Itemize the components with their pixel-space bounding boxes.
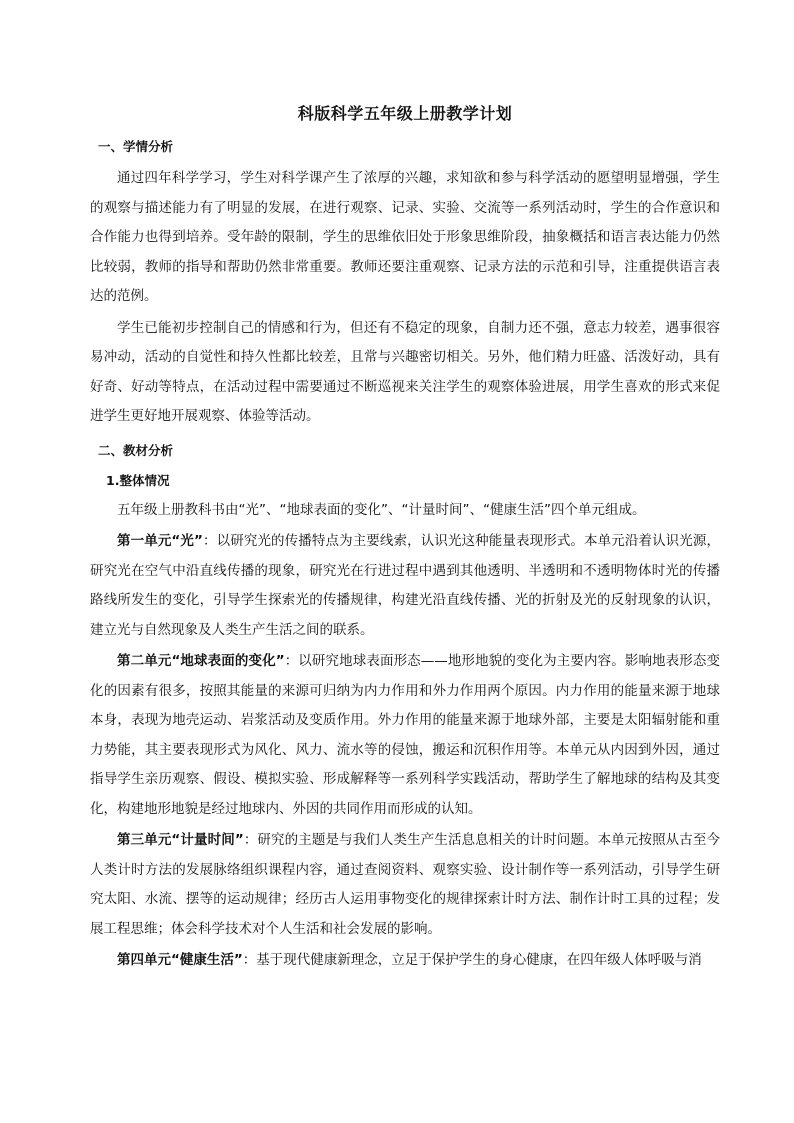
paragraph-student-analysis-1: 通过四年科学学习，学生对科学课产生了浓厚的兴趣，求知欲和参与科学活动的愿望明显增强，学生的观察与描述能力有了明显的发展，在进行观察、记录、实验、交流等一系列活动时，学生的合作意识和合作能力也得到培养。受年龄的限制，学生的思维依旧处于形象思维阶段，抽象概括和语言表达能力仍然比较弱，教师的指导和帮助仍然非常重要。教师还要注重观察、记录方法的示范和引导，注重提供语言表达的范例。 (90, 170, 720, 304)
sub-heading-overview: 1.整体情况 (106, 472, 170, 488)
unit-2-text: ：以研究地球表面形态——地形地貌的变化为主要内容。影响地表形态变化的因素有很多，按照其能量的来源可归纳为内力作用和外力作用两个原因。内力作用的能量来源于地球本身，表现为地壳运动、岩浆活动及变质作用。外力作用的能量来源于地球外部，主要是太阳辐射能和重力势能，其主要表现形式为风化、风力、流水等的侵蚀，搬运和沉积作用等。本单元从内因到外因，通过指导学生亲历观察、假设、模拟实验、形成解释等一系列科学实践活动，帮助学生了解地球的结构及其变化，构建地形地貌是经过地球内、外因的共同作用而形成的认知。 (90, 653, 721, 817)
unit-1-text: ：以研究光的传播特点为主要线索，认识光这种能量表现形式。本单元沿着认识光源，研究光在空气中沿直线传播的现象，研究光在行进过程中遇到其他透明、半透明和不透明物体时光的传播路线所发生的变化，引导学生探索光的传播规律，构建光沿直线传播、光的折射及光的反射现象的认识，建立光与自然现象及人类生产生活之间的联系。 (90, 533, 721, 638)
section-heading-student-analysis: 一、学情分析 (98, 139, 174, 154)
document-title: 科版科学五年级上册教学计划 (297, 104, 513, 123)
document-page (90, 100, 720, 978)
paragraph-unit-1 (90, 527, 720, 645)
unit-4-text: ：基于现代健康新理念，立足于保护学生的身心健康，在四年级人体呼吸与消 (242, 952, 702, 968)
unit-3-text: ：研究的主题是与我们人类生产生活息息相关的计时问题。本单元按照从古至今人类计时方法的发展脉络组织课程内容，通过查阅资料、观察实验、设计制作等一系列活动，引导学生研究太阳、水流、摆等的运动规律；经历古人运用事物变化的规律探索计时方法、制作计时工具的过程；发展工程思维；体会科学技术对个人生活和社会发展的影响。 (90, 832, 720, 937)
paragraph-unit-2 (90, 647, 720, 824)
paragraph-overview: 五年级上册教科书由“光”、“地球表面的变化”、“计量时间”、“健康生活”四个单元组成。 (117, 501, 646, 518)
unit-2-lead: 第二单元“地球表面的变化” (117, 653, 285, 669)
unit-3-lead: 第三单元“计量时间” (117, 832, 244, 848)
unit-1-lead: 第一单元“光” (117, 533, 203, 549)
section-heading-textbook-analysis: 二、教材分析 (98, 442, 174, 458)
unit-4-lead: 第四单元“健康生活” (117, 952, 243, 968)
paragraph-unit-4 (90, 946, 720, 976)
paragraph-student-analysis-2: 学生已能初步控制自己的情感和行为，但还有不稳定的现象，自制力还不强，意志力较差，遇事很容易冲动，活动的自觉性和持久性都比较差，且常与兴趣密切相关。另外，他们精力旺盛、活泼好动，具有好奇、好动等特点，在活动过程中需要通过不断巡视来关注学生的观察体验进展，用学生喜欢的形式来促进学生更好地开展观察、体验等活动。 (90, 319, 720, 424)
paragraph-unit-3 (90, 826, 720, 944)
